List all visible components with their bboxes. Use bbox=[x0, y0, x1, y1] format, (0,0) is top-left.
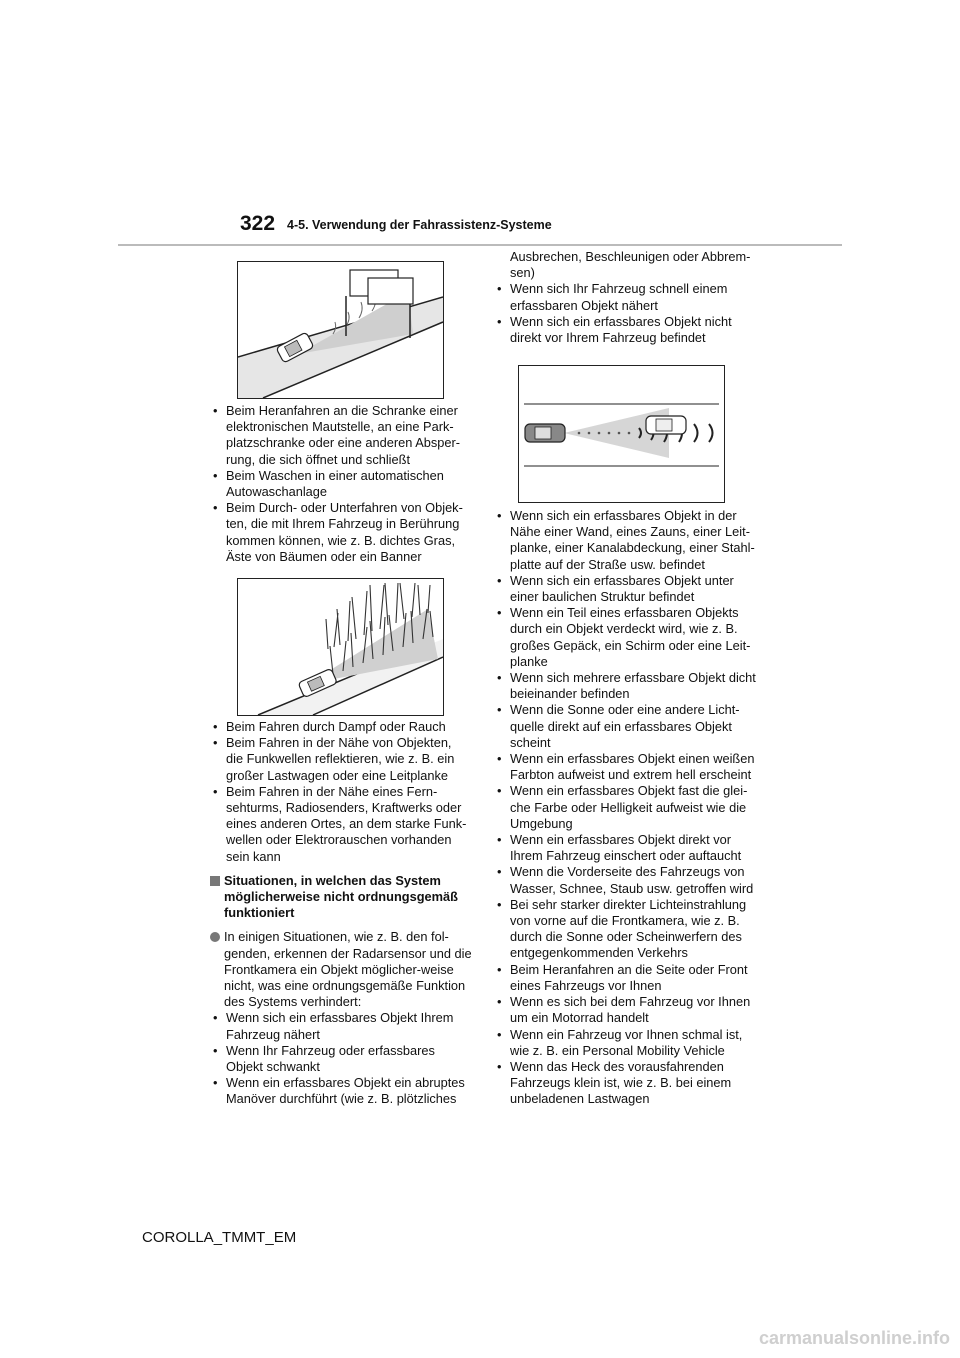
illustration-tall-grass bbox=[238, 579, 443, 715]
figure-sign-barrier bbox=[237, 261, 444, 399]
list-item: • Wenn ein erfassbares Objekt fast die glei-che Farbe oder Helligkeit aufweist wie die Umgebung bbox=[494, 783, 756, 832]
list-detection-failures bbox=[210, 1010, 472, 1107]
list-item: • Beim Waschen in einer automatischen Autowaschanlage bbox=[210, 468, 472, 500]
list-barrier-situations bbox=[210, 403, 472, 565]
list-item: • Wenn es sich bei dem Fahrzeug vor Ihnen um ein Motorrad handelt bbox=[494, 994, 756, 1026]
header-divider bbox=[118, 244, 842, 246]
intro-paragraph bbox=[210, 929, 472, 1010]
illustration-radar-offset bbox=[519, 366, 724, 502]
list-item: • Wenn sich ein erfassbares Objekt Ihrem Fahrzeug nähert bbox=[210, 1010, 472, 1042]
section-heading bbox=[210, 873, 472, 922]
section-heading-text: Situationen, in welchen das System möglicherweise nicht ordnungsgemäß funktioniert bbox=[224, 872, 458, 921]
list-item: • Wenn sich mehrere erfassbare Objekt dicht beieinander befinden bbox=[494, 670, 756, 702]
watermark-link[interactable]: carmanualsonline.info bbox=[758, 1328, 950, 1348]
continuation-text: Ausbrechen, Beschleunigen oder Abbrem-sen) bbox=[510, 249, 751, 281]
list-item: • Beim Fahren in der Nähe eines Fern-sehturms, Radiosenders, Kraftwerks oder eines anderen Ortes, an dem starke Funk-wellen oder Elektrorauschen vorhanden sein kann bbox=[210, 784, 472, 865]
intro-paragraph-text: In einigen Situationen, wie z. B. den fol-genden, erkennen der Radarsensor und die Frontkamera ein Objekt möglicher-weise nicht, was eine ordnungsgemäße Funktion des Systems verhindert: bbox=[224, 929, 472, 1010]
list-approach-situations bbox=[494, 281, 756, 346]
list-item: • Beim Heranfahren an die Schranke einer elektronischen Mautstelle, an eine Park-platzschranke oder eine anderen Absper-rung, die sich öffnet und schließt bbox=[210, 403, 472, 468]
square-bullet-icon bbox=[210, 876, 220, 886]
model-code-footer: COROLLA_TMMT_EM bbox=[142, 1229, 297, 1246]
list-item: • Wenn Ihr Fahrzeug oder erfassbares Objekt schwankt bbox=[210, 1043, 472, 1075]
list-item: • Wenn ein erfassbares Objekt einen weißen Farbton aufweist und extrem hell erscheint bbox=[494, 751, 756, 783]
list-item: • Beim Fahren durch Dampf oder Rauch bbox=[210, 719, 472, 735]
list-item: • Wenn ein Teil eines erfassbaren Objekts durch ein Objekt verdeckt wird, wie z. B. großes Gepäck, ein Schirm oder eine Leit-planke bbox=[494, 605, 756, 670]
circle-bullet-icon bbox=[210, 932, 220, 942]
list-item: • Wenn sich ein erfassbares Objekt in der Nähe einer Wand, eines Zauns, einer Leit-planke, einer Kanalabdeckung, einer Stahl-platte auf der Straße usw. befindet bbox=[494, 508, 756, 573]
right-column-top bbox=[494, 249, 756, 346]
list-item: • Wenn sich ein erfassbares Objekt nicht direkt vor Ihrem Fahrzeug befindet bbox=[494, 314, 756, 346]
illustration-sign-barrier bbox=[238, 262, 443, 398]
list-item: • Wenn ein erfassbares Objekt direkt vor Ihrem Fahrzeug einschert oder auftaucht bbox=[494, 832, 756, 864]
list-item: • Wenn die Vorderseite des Fahrzeugs von Wasser, Schnee, Staub usw. getroffen wird bbox=[494, 864, 756, 896]
figure-tall-grass bbox=[237, 578, 444, 716]
left-column-lower bbox=[210, 719, 472, 1108]
list-item: • Wenn sich ein erfassbares Objekt unter einer baulichen Struktur befindet bbox=[494, 573, 756, 605]
list-item: • Wenn ein Fahrzeug vor Ihnen schmal ist, wie z. B. ein Personal Mobility Vehicle bbox=[494, 1027, 756, 1059]
page-number: 322 bbox=[240, 212, 276, 235]
list-item: • Wenn die Sonne oder eine andere Licht-quelle direkt auf ein erfassbares Objekt scheint bbox=[494, 702, 756, 751]
left-column bbox=[210, 403, 472, 565]
list-object-situations bbox=[494, 508, 756, 1108]
list-item: • Wenn das Heck des vorausfahrenden Fahrzeugs klein ist, wie z. B. bei einem unbeladenen Lastwagen bbox=[494, 1059, 756, 1108]
list-item: • Wenn sich Ihr Fahrzeug schnell einem erfassbaren Objekt nähert bbox=[494, 281, 756, 313]
list-item: • Wenn ein erfassbares Objekt ein abruptes Manöver durchführt (wie z. B. plötzliches bbox=[210, 1075, 472, 1107]
list-item: • Beim Heranfahren an die Seite oder Front eines Fahrzeugs vor Ihnen bbox=[494, 962, 756, 994]
list-item: • Beim Fahren in der Nähe von Objekten, die Funkwellen reflektieren, wie z. B. ein großer Lastwagen oder eine Leitplanke bbox=[210, 735, 472, 784]
figure-radar-offset bbox=[518, 365, 725, 503]
list-interference-situations bbox=[210, 719, 472, 865]
list-item: • Beim Durch- oder Unterfahren von Objek-ten, die mit Ihrem Fahrzeug in Berührung kommen können, wie z. B. dichtes Gras, Äste von Bäumen oder ein Banner bbox=[210, 500, 472, 565]
right-column-lower bbox=[494, 508, 756, 1108]
chapter-title: 4-5. Verwendung der Fahrassistenz-Systeme bbox=[287, 218, 552, 232]
list-item: • Bei sehr starker direkter Lichteinstrahlung von vorne auf die Frontkamera, wie z. B. durch die Sonne oder Scheinwerfern des entgegenkommenden Verkehrs bbox=[494, 897, 756, 962]
